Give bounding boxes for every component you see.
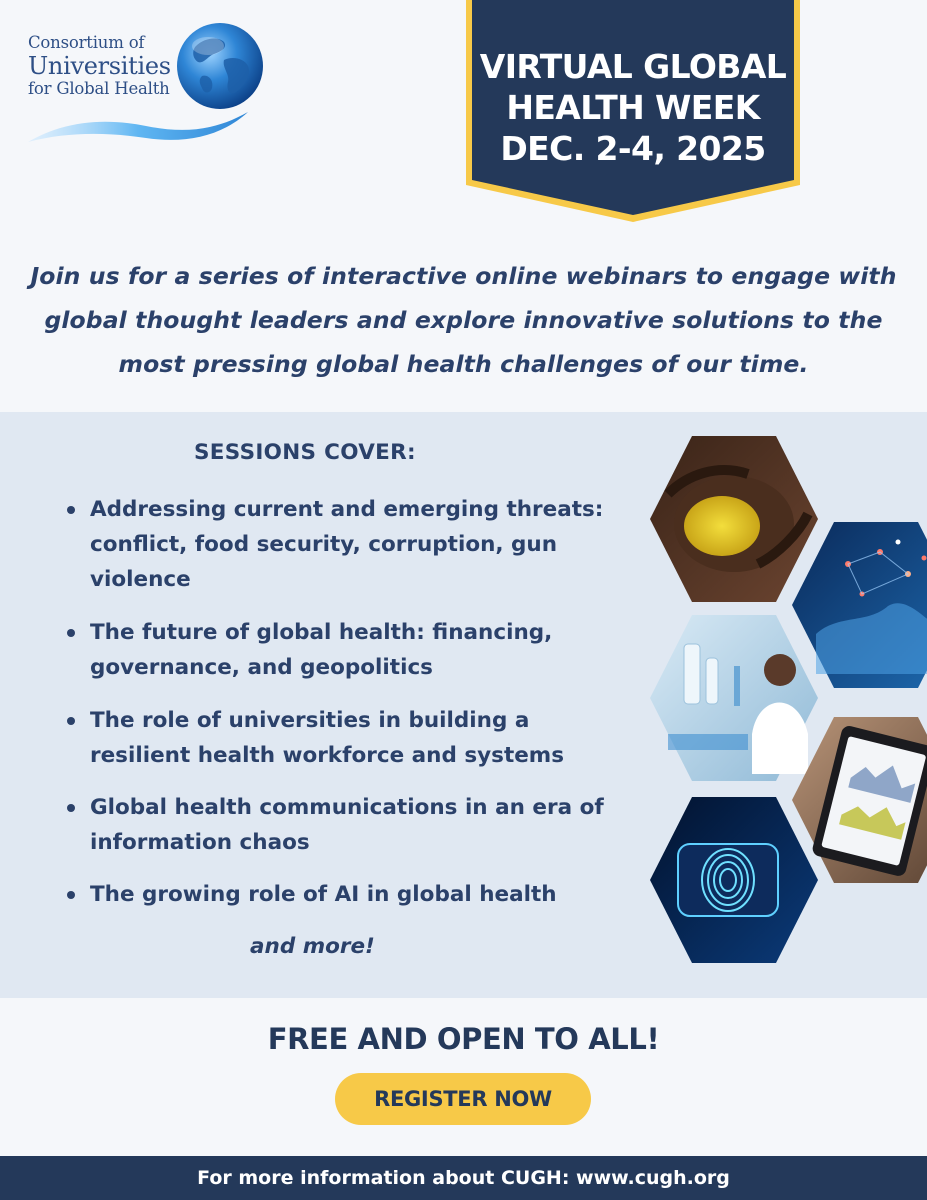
session-item: The growing role of AI in global health xyxy=(63,877,623,912)
event-banner xyxy=(463,0,803,226)
free-open-text: FREE AND OPEN TO ALL! xyxy=(267,1022,660,1056)
logo-line-1: Consortium of xyxy=(28,33,145,52)
hands-grain-image xyxy=(650,436,818,602)
session-item: Global health communications in an era of information chaos xyxy=(63,790,623,860)
sessions-list xyxy=(63,492,623,912)
sessions-heading: SESSIONS COVER: xyxy=(194,440,416,465)
session-item: The future of global health: financing, governance, and geopolitics xyxy=(63,615,623,685)
network-map-image xyxy=(792,522,927,688)
logo-line-2: Universities xyxy=(28,52,171,80)
hexagon-image-collage xyxy=(648,434,927,969)
sessions-panel xyxy=(0,412,927,998)
session-item: Addressing current and emerging threats: conflict, food security, corruption, gun violence xyxy=(63,492,623,597)
banner-line-1: VIRTUAL GLOBAL xyxy=(479,47,787,86)
globe-icon xyxy=(174,20,266,112)
cugh-logo xyxy=(26,20,266,145)
footer-info-bar[interactable]: For more information about CUGH: www.cugh.org xyxy=(0,1156,927,1200)
intro-text: Join us for a series of interactive online webinars to engage with global thought leaders and explore innovative solutions to the most pressing global health challenges of our time. xyxy=(30,262,897,378)
logo-text xyxy=(28,32,171,100)
and-more-text: and more! xyxy=(250,934,375,959)
laboratory-image xyxy=(650,615,818,781)
tablet-analytics-image xyxy=(792,717,927,883)
logo-line-3: for Global Health xyxy=(28,79,170,98)
banner-line-2: HEALTH WEEK xyxy=(506,88,760,127)
swoosh-decoration xyxy=(26,100,251,150)
banner-line-3: DEC. 2-4, 2025 xyxy=(500,129,766,168)
session-item: The role of universities in building a resilient health workforce and systems xyxy=(63,703,623,773)
fingerprint-image xyxy=(650,797,818,963)
register-now-button[interactable]: REGISTER NOW xyxy=(335,1073,591,1125)
banner-title xyxy=(463,46,803,169)
